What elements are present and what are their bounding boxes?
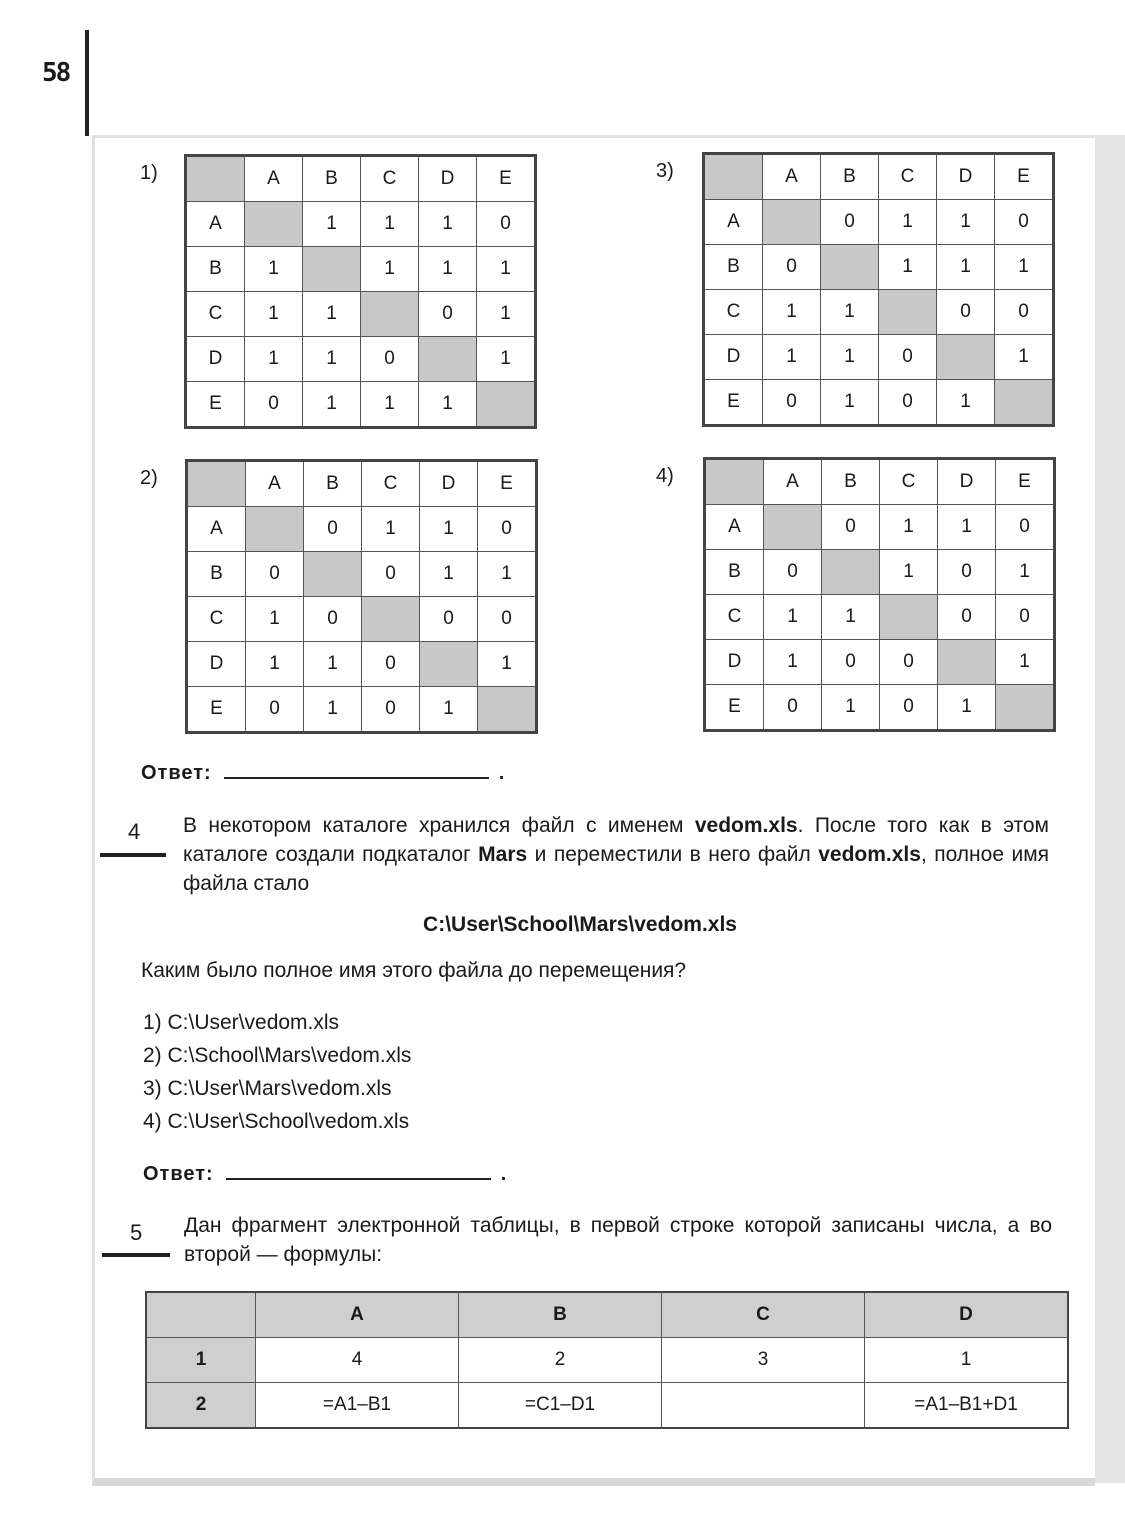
matrix-column-header: A: [246, 461, 304, 507]
file-name: vedom.xls: [694, 814, 798, 837]
column-header-c: C: [662, 1292, 865, 1338]
matrix-cell: 1: [477, 292, 536, 337]
matrix-row-header: E: [187, 687, 246, 733]
matrix-cell: 1: [303, 382, 361, 428]
column-header-a: A: [256, 1292, 459, 1338]
answer-label: Ответ:: [143, 1163, 214, 1185]
matrix-row-header: A: [186, 202, 245, 247]
task-5-text: Дан фрагмент электронной таблицы, в первой строке которой записаны числа, а во второй — формулы:: [184, 1214, 1052, 1266]
matrix-column-header: D: [420, 461, 478, 507]
matrix-row: [705, 595, 1055, 640]
matrix-cell: 1: [303, 337, 361, 382]
matrix-cell: 0: [477, 202, 536, 247]
matrix-cell: 1: [477, 247, 536, 292]
matrix-diagonal-cell: [937, 335, 995, 380]
matrix-cell: 1: [822, 685, 880, 731]
matrix-cell: 0: [938, 595, 996, 640]
matrix-row: [704, 335, 1054, 380]
matrix-cell: 1: [245, 337, 303, 382]
matrix-column-header: D: [938, 459, 996, 505]
answer-end: .: [500, 1163, 508, 1185]
matrix-row-header: D: [187, 642, 246, 687]
matrix-diagonal-cell: [764, 505, 822, 550]
matrix-column-header: B: [304, 461, 362, 507]
matrix-cell: 0: [996, 505, 1055, 550]
matrix-row: [704, 290, 1054, 335]
adjacency-matrix-1: [184, 154, 537, 429]
matrix-cell: 0: [879, 380, 937, 426]
matrix-cell: 1: [419, 202, 477, 247]
matrix-cell: 1: [420, 552, 478, 597]
matrix-row: [704, 200, 1054, 245]
matrix-cell: 1: [937, 200, 995, 245]
matrix-cell: 0: [995, 200, 1054, 245]
matrix-cell: 0: [245, 382, 303, 428]
option-2[interactable]: 2) C:\School\Mars\vedom.xls: [143, 1044, 412, 1067]
matrix-cell: 1: [477, 337, 536, 382]
matrix-cell: 1: [996, 550, 1055, 595]
matrix-2-label: 2): [140, 467, 158, 489]
matrix-cell: 0: [478, 507, 537, 552]
adjacency-matrix-4: [703, 457, 1056, 732]
matrix-column-header: E: [996, 459, 1055, 505]
sheet-row-1: [146, 1338, 1068, 1383]
matrix-diagonal-cell: [821, 245, 879, 290]
matrix-column-header: E: [477, 156, 536, 202]
matrix-cell: 0: [362, 687, 420, 733]
matrix-cell: 1: [764, 640, 822, 685]
task-4-options: [143, 1011, 411, 1143]
matrix-cell: 0: [420, 597, 478, 642]
matrix-row-header: B: [187, 552, 246, 597]
matrix-diagonal-cell: [361, 292, 419, 337]
matrix-cell: 1: [880, 505, 938, 550]
cell-c1: 3: [662, 1338, 865, 1383]
matrix-cell: 0: [419, 292, 477, 337]
matrix-cell: 0: [246, 552, 304, 597]
matrix-cell: 1: [938, 505, 996, 550]
matrix-row-header: C: [705, 595, 764, 640]
matrix-row-header: B: [705, 550, 764, 595]
matrix-diagonal-cell: [246, 507, 304, 552]
matrix-cell: 0: [821, 200, 879, 245]
matrix-diagonal-cell: [822, 550, 880, 595]
matrix-column-header: A: [763, 154, 821, 200]
matrix-corner: [186, 156, 245, 202]
matrix-row-header: D: [704, 335, 763, 380]
matrix-row: [187, 507, 537, 552]
matrix-cell: 1: [419, 382, 477, 428]
matrix-cell: 0: [996, 595, 1055, 640]
task-5-rule: [102, 1253, 170, 1257]
folder-name: Mars: [478, 843, 528, 866]
matrix-cell: 0: [304, 597, 362, 642]
matrix-row: [187, 597, 537, 642]
matrix-row: [704, 245, 1054, 290]
matrix-column-header: C: [362, 461, 420, 507]
matrix-column-header: D: [419, 156, 477, 202]
cell-d1: 1: [865, 1338, 1069, 1383]
matrix-cell: 1: [938, 685, 996, 731]
row-header-1: 1: [146, 1338, 256, 1383]
answer-blank[interactable]: [226, 1162, 491, 1180]
matrix-cell: 1: [303, 202, 361, 247]
matrix-column-header: E: [478, 461, 537, 507]
matrix-header-row: [705, 459, 1055, 505]
matrix-cell: 1: [937, 380, 995, 426]
cell-b2: =C1–D1: [459, 1383, 662, 1429]
task-4-text-part: и переместили в него файл: [527, 843, 819, 866]
matrix-cell: 1: [304, 687, 362, 733]
matrix-cell: 0: [822, 640, 880, 685]
matrix-row-header: C: [186, 292, 245, 337]
matrix-row: [186, 382, 536, 428]
matrix-cell: 0: [764, 550, 822, 595]
matrix-cell: 1: [304, 642, 362, 687]
matrix-cell: 1: [245, 247, 303, 292]
matrix-row-header: D: [186, 337, 245, 382]
matrix-row: [186, 202, 536, 247]
task-4-text-part: В некотором каталоге хранился файл с именем: [183, 814, 695, 837]
matrix-diagonal-cell: [880, 595, 938, 640]
task-4-text: [183, 811, 1049, 898]
matrix-3-label: 3): [656, 160, 674, 182]
matrix-diagonal-cell: [420, 642, 478, 687]
matrix-cell: 0: [880, 640, 938, 685]
matrix-diagonal-cell: [996, 685, 1055, 731]
margin-rule: [85, 30, 89, 136]
matrix-diagonal-cell: [362, 597, 420, 642]
row-header-2: 2: [146, 1383, 256, 1429]
matrix-cell: 0: [246, 687, 304, 733]
matrix-row-header: A: [187, 507, 246, 552]
right-shade: [1092, 135, 1125, 1483]
matrix-corner: [705, 459, 764, 505]
matrix-cell: 1: [996, 640, 1055, 685]
matrix-cell: 0: [362, 642, 420, 687]
matrix-diagonal-cell: [879, 290, 937, 335]
matrix-diagonal-cell: [763, 200, 821, 245]
matrix-cell: 1: [821, 380, 879, 426]
matrix-cell: 1: [879, 200, 937, 245]
matrix-column-header: A: [245, 156, 303, 202]
matrix-cell: 1: [478, 552, 537, 597]
matrix-row-header: E: [704, 380, 763, 426]
matrix-cell: 0: [938, 550, 996, 595]
matrix-row-header: E: [705, 685, 764, 731]
sheet-header-row: [146, 1292, 1068, 1338]
matrix-cell: 1: [362, 507, 420, 552]
matrix-row: [705, 505, 1055, 550]
option-3[interactable]: 3) C:\User\Mars\vedom.xls: [143, 1077, 392, 1100]
matrix-cell: 0: [763, 380, 821, 426]
matrix-diagonal-cell: [304, 552, 362, 597]
matrix-row-header: A: [705, 505, 764, 550]
matrix-header-row: [187, 461, 537, 507]
full-file-path: C:\User\School\Mars\vedom.xls: [423, 913, 737, 936]
matrix-diagonal-cell: [303, 247, 361, 292]
matrix-diagonal-cell: [478, 687, 537, 733]
matrix-cell: 0: [937, 290, 995, 335]
matrix-column-header: B: [303, 156, 361, 202]
cell-b1: 2: [459, 1338, 662, 1383]
matrix-cell: 0: [304, 507, 362, 552]
matrix-cell: 1: [361, 247, 419, 292]
matrix-cell: 0: [763, 245, 821, 290]
matrix-cell: 1: [303, 292, 361, 337]
matrix-cell: 1: [821, 335, 879, 380]
matrix-corner: [187, 461, 246, 507]
matrix-corner: [704, 154, 763, 200]
matrix-row-header: B: [186, 247, 245, 292]
matrix-cell: 1: [478, 642, 537, 687]
matrix-row: [705, 685, 1055, 731]
matrix-diagonal-cell: [995, 380, 1054, 426]
matrix-column-header: B: [822, 459, 880, 505]
matrix-cell: 1: [880, 550, 938, 595]
matrix-cell: 1: [995, 245, 1054, 290]
matrix-row: [187, 642, 537, 687]
matrix-cell: 1: [937, 245, 995, 290]
matrix-cell: 1: [763, 290, 821, 335]
matrix-diagonal-cell: [477, 382, 536, 428]
cell-a2: =A1–B1: [256, 1383, 459, 1429]
matrix-diagonal-cell: [419, 337, 477, 382]
matrix-cell: 1: [246, 597, 304, 642]
matrix-cell: 0: [822, 505, 880, 550]
matrix-cell: 1: [361, 202, 419, 247]
matrix-column-header: B: [821, 154, 879, 200]
matrix-cell: 1: [821, 290, 879, 335]
matrix-column-header: A: [764, 459, 822, 505]
column-header-b: B: [459, 1292, 662, 1338]
answer-line-task3: [141, 761, 505, 785]
matrix-header-row: [704, 154, 1054, 200]
matrix-cell: 1: [245, 292, 303, 337]
answer-end: .: [498, 762, 506, 784]
task-5-number: 5: [130, 1220, 143, 1245]
task-4-question: Каким было полное имя этого файла до перемещения?: [141, 959, 687, 982]
answer-label: Ответ:: [141, 762, 212, 784]
adjacency-matrix-3: [702, 152, 1055, 427]
page-number: 58: [42, 58, 70, 88]
matrix-row: [186, 292, 536, 337]
option-4[interactable]: 4) C:\User\School\vedom.xls: [143, 1110, 410, 1133]
matrix-cell: 0: [361, 337, 419, 382]
spreadsheet-fragment: [145, 1291, 1069, 1429]
cell-a1: 4: [256, 1338, 459, 1383]
matrix-1-label: 1): [140, 162, 158, 184]
matrix-cell: 1: [879, 245, 937, 290]
cell-d2: =A1–B1+D1: [865, 1383, 1069, 1429]
answer-line-task4: [143, 1162, 507, 1186]
matrix-cell: 1: [995, 335, 1054, 380]
matrix-row-header: D: [705, 640, 764, 685]
matrix-cell: 0: [879, 335, 937, 380]
task-4-number: 4: [128, 819, 141, 844]
adjacency-matrix-2: [185, 459, 538, 734]
matrix-row: [705, 640, 1055, 685]
matrix-row: [187, 552, 537, 597]
matrix-row: [186, 247, 536, 292]
matrix-row-header: E: [186, 382, 245, 428]
matrix-row-header: C: [704, 290, 763, 335]
matrix-row: [705, 550, 1055, 595]
matrix-cell: 0: [764, 685, 822, 731]
matrix-column-header: E: [995, 154, 1054, 200]
matrix-column-header: C: [361, 156, 419, 202]
matrix-cell: 1: [420, 507, 478, 552]
sheet-row-2: [146, 1383, 1068, 1429]
matrix-cell: 0: [478, 597, 537, 642]
sheet-corner: [146, 1292, 256, 1338]
option-1[interactable]: 1) C:\User\vedom.xls: [143, 1011, 340, 1034]
matrix-diagonal-cell: [938, 640, 996, 685]
task-4-rule: [100, 853, 166, 857]
matrix-row: [186, 337, 536, 382]
matrix-cell: 0: [995, 290, 1054, 335]
matrix-cell: 1: [764, 595, 822, 640]
matrix-diagonal-cell: [245, 202, 303, 247]
matrix-row: [704, 380, 1054, 426]
matrix-row-header: B: [704, 245, 763, 290]
matrix-cell: 1: [419, 247, 477, 292]
task-4-text-part: , полное имя файла стало: [183, 843, 1049, 895]
file-name: vedom.xls: [818, 843, 921, 866]
matrix-4-label: 4): [656, 465, 674, 487]
matrix-cell: 1: [763, 335, 821, 380]
matrix-cell: 1: [420, 687, 478, 733]
matrix-cell: 1: [822, 595, 880, 640]
matrix-cell: 1: [246, 642, 304, 687]
matrix-row-header: C: [187, 597, 246, 642]
matrix-row: [187, 687, 537, 733]
matrix-column-header: D: [937, 154, 995, 200]
matrix-column-header: C: [879, 154, 937, 200]
answer-blank[interactable]: [224, 761, 489, 779]
column-header-d: D: [865, 1292, 1069, 1338]
matrix-row-header: A: [704, 200, 763, 245]
matrix-cell: 1: [361, 382, 419, 428]
matrix-column-header: C: [880, 459, 938, 505]
task-4-text-part: . После того как в этом каталоге создали подкаталог: [183, 814, 1049, 866]
matrix-cell: 0: [362, 552, 420, 597]
matrix-header-row: [186, 156, 536, 202]
matrix-cell: 0: [880, 685, 938, 731]
cell-c2: [662, 1383, 865, 1429]
